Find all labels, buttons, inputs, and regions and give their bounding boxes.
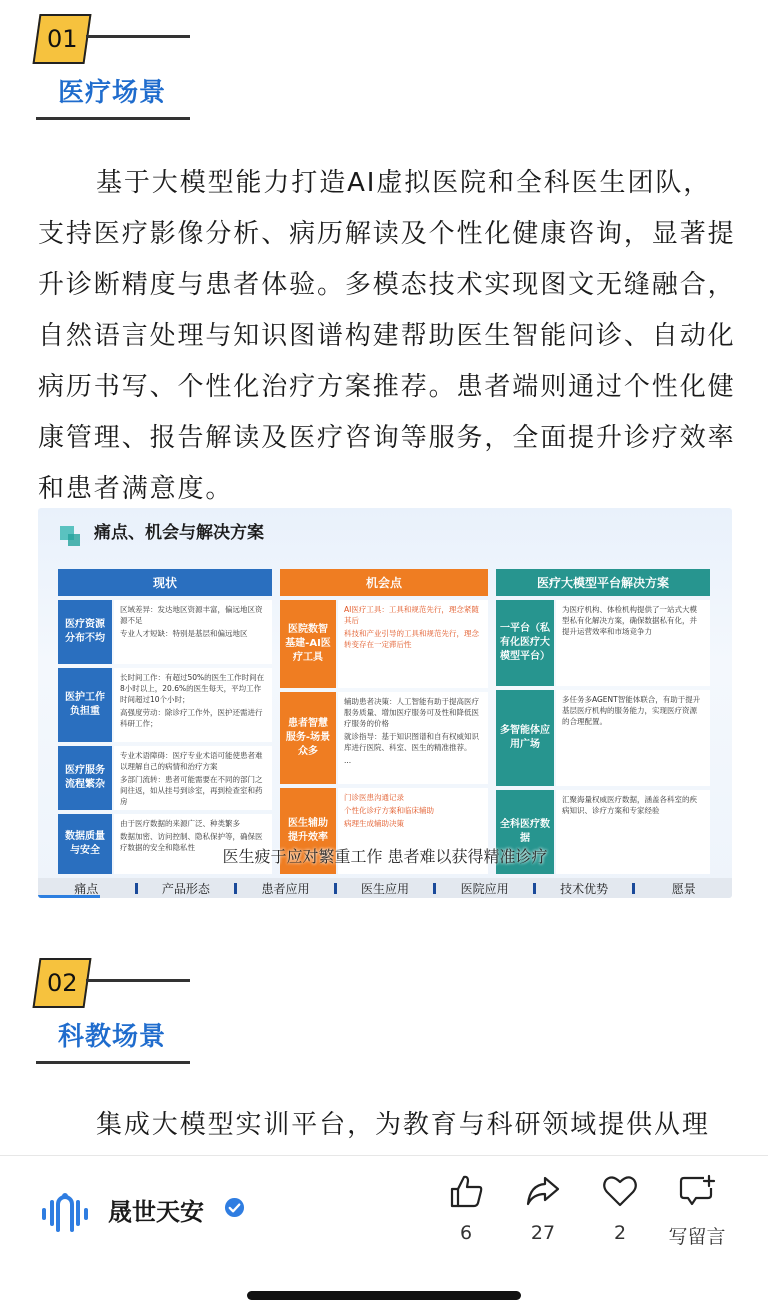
divider <box>36 1061 190 1064</box>
favorite-button[interactable] <box>580 1174 660 1244</box>
slide-progress-indicator <box>38 895 100 898</box>
like-button[interactable] <box>426 1174 506 1244</box>
heart-icon <box>602 1174 638 1208</box>
status-row-text <box>114 668 272 742</box>
section-title: 科教场景 <box>58 1022 167 1052</box>
slide-nav-item[interactable]: 愿景 <box>671 881 696 896</box>
comment-label: 写留言 <box>668 1226 726 1248</box>
bullet-text: 科技和产业引导的工具和规范先行，理念转变存在一定滞后性 <box>344 629 479 649</box>
bullet-text: 多部门流转：患者可能需要在不同的部门之间往返，如从挂号到诊室，再到检查室和药房 <box>120 775 263 806</box>
bullet-text: 多任务多AGENT智能体联合，有助于提升基层医疗机构的服务能力，实现医疗资源的合理配置。 <box>562 695 701 726</box>
status-row-text <box>114 600 272 664</box>
bullet-text: 门诊医患沟通记录 <box>344 793 404 802</box>
solution-row-label: 一平台（私有化医疗大模型平台） <box>496 600 554 686</box>
bullet-text: 区域差异：发达地区资源丰富，偏远地区资源不足 <box>120 605 263 625</box>
bullet-text: ... <box>344 756 352 765</box>
slide-deco-icon <box>68 534 80 546</box>
divider <box>86 35 190 38</box>
bullet-text: 辅助患者决策：人工智能有助于提高医疗服务质量、增加医疗服务可及性和降低医疗服务的价格 <box>344 697 479 728</box>
section-paragraph <box>38 1100 738 1151</box>
column-head-status: 现状 <box>58 569 272 596</box>
status-row-label: 医疗资源分布不均 <box>58 600 112 664</box>
bullet-text: 为医疗机构、体检机构提供了一站式大模型私有化解决方案，确保数据私有化，并提升运营效率和市场竞争力 <box>562 605 697 636</box>
opportunity-row-label: 医生辅助提升效率 <box>280 788 336 874</box>
bullet-text: 个性化诊疗方案和临床辅助 <box>344 806 434 815</box>
home-indicator[interactable] <box>247 1291 521 1300</box>
solution-row-text <box>556 600 710 686</box>
slide-title: 痛点、机会与解决方案 <box>94 523 264 543</box>
solution-row-label: 全科医疗数据 <box>496 790 554 874</box>
bullet-text: 专业术语障碍：医疗专业术语可能使患者难以理解自己的病情和治疗方案 <box>120 751 263 771</box>
bullet-text: 汇聚海量权威医疗数据，涵盖各科室的疾病知识、诊疗方案和专家经验 <box>562 795 697 815</box>
paragraph-line: 病历书写、个性化治疗方案推荐。患者端则通过个性化健 <box>38 372 736 402</box>
share-button[interactable] <box>503 1174 583 1244</box>
slide-nav-item[interactable]: 患者应用 <box>261 881 310 896</box>
section-number-badge: 02 <box>32 958 91 1008</box>
paragraph-line: 自然语言处理与知识图谱构建帮助医生智能问诊、自动化 <box>38 321 736 351</box>
bullet-text: 就诊指导：基于知识图谱和自有权威知识库进行医院、科室、医生的精准推荐。 <box>344 732 479 752</box>
video-subtitle: 医生疲于应对繁重工作 患者难以获得精准诊疗 <box>222 847 548 866</box>
status-row-label: 医疗服务流程繁杂 <box>58 746 112 810</box>
paragraph-line: 和患者满意度。 <box>38 474 234 504</box>
opportunity-row-label: 患者智慧服务-场景众多 <box>280 692 336 784</box>
slide-nav-item[interactable]: 产品形态 <box>161 881 210 896</box>
solution-row-label: 多智能体应用广场 <box>496 690 554 786</box>
brand-logo-icon[interactable] <box>40 1190 90 1236</box>
share-count: 27 <box>530 1222 556 1244</box>
slide-nav-item[interactable]: 技术优势 <box>560 881 609 896</box>
bullet-text: AI医疗工具：工具和规范先行，理念紧随其后 <box>344 605 479 625</box>
status-row-text <box>114 746 272 810</box>
solution-row-text <box>556 690 710 786</box>
slide-nav-item[interactable]: 痛点 <box>74 881 99 896</box>
share-icon <box>525 1174 561 1208</box>
like-count: 6 <box>459 1222 473 1244</box>
paragraph-line: 集成大模型实训平台，为教育与科研领域提供从理 <box>96 1110 710 1140</box>
paragraph-line: 康管理、报告解读及医疗咨询等服务，全面提升诊疗效率 <box>38 423 736 453</box>
section-title: 医疗场景 <box>58 78 167 108</box>
paragraph-line: 支持医疗影像分析、病历解读及个性化健康咨询，显著提 <box>38 219 736 249</box>
account-name[interactable]: 晟世天安 <box>108 1198 204 1226</box>
status-row-label: 医护工作负担重 <box>58 668 112 742</box>
status-row-label: 数据质量与安全 <box>58 814 112 874</box>
divider <box>36 117 190 120</box>
slide-nav-bar <box>38 878 732 898</box>
bullet-text: 专业人才短缺：特别是基层和偏远地区 <box>120 629 248 638</box>
section-heading-01 <box>36 14 196 124</box>
opportunity-row-label: 医院数智基建-AI医疗工具 <box>280 600 336 688</box>
bullet-text: 病理生成辅助决策 <box>344 819 404 828</box>
section-paragraph <box>38 158 738 515</box>
verified-badge-icon <box>224 1197 245 1218</box>
bullet-text: 高强度劳动：除诊疗工作外，医护还需进行科研工作； <box>120 708 263 728</box>
thumbs-up-icon <box>448 1174 484 1208</box>
comment-icon <box>678 1174 716 1208</box>
opportunity-row-text <box>338 600 488 688</box>
divider <box>86 979 190 982</box>
comment-button[interactable] <box>657 1174 737 1249</box>
bullet-text: 数据加密、访问控制、隐私保护等，确保医疗数据的安全和隐私性 <box>120 832 263 852</box>
section-heading-02 <box>36 958 196 1068</box>
paragraph-line: 基于大模型能力打造AI虚拟医院和全科医生团队， <box>96 168 712 198</box>
slide-nav-item[interactable]: 医生应用 <box>361 881 410 896</box>
slide-image[interactable] <box>38 508 732 898</box>
bullet-text: 由于医疗数据的来源广泛、种类繁多 <box>120 819 240 828</box>
column-head-opportunity: 机会点 <box>280 569 488 596</box>
bullet-text: 长时间工作：有超过50%的医生工作时间在8小时以上，20.6%的医生每天，平均工作时间超过10个小时； <box>120 673 265 704</box>
section-number-badge: 01 <box>32 14 91 64</box>
slide-nav-item[interactable]: 医院应用 <box>460 881 509 896</box>
opportunity-row-text <box>338 692 488 784</box>
favorite-count: 2 <box>613 1222 627 1244</box>
column-head-solution: 医疗大模型平台解决方案 <box>496 569 710 596</box>
paragraph-line: 升诊断精度与患者体验。多模态技术实现图文无缝融合， <box>38 270 736 300</box>
